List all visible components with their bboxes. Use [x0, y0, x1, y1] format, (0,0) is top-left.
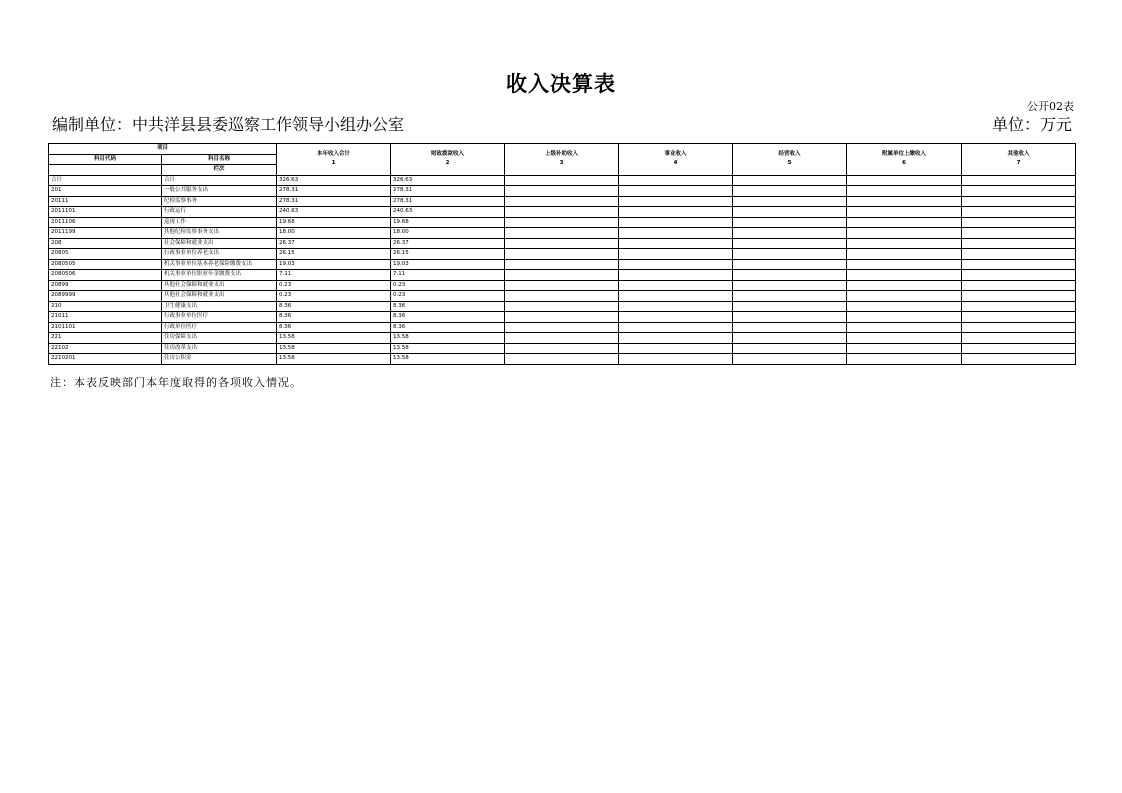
header-idx: 7 — [1016, 160, 1021, 167]
cell-total: 13.58 — [277, 333, 391, 344]
cell-code: 201 — [49, 186, 162, 197]
table-row — [49, 301, 1076, 312]
cell-affiliate — [847, 238, 962, 249]
cell-name: 行政运行 — [162, 207, 277, 218]
cell-operating — [733, 270, 847, 281]
cell-name: 行政事业单位养老支出 — [162, 249, 277, 260]
cell-code: 2080506 — [49, 270, 162, 281]
cell-superior — [505, 175, 619, 186]
cell-superior — [505, 343, 619, 354]
cell-total: 278.31 — [277, 196, 391, 207]
cell-code: 22102 — [49, 343, 162, 354]
cell-business — [619, 333, 733, 344]
header-other-label: 其他收入 — [1007, 151, 1030, 158]
cell-fiscal: 326.63 — [391, 175, 505, 186]
cell-fiscal: 13.58 — [391, 333, 505, 344]
cell-operating — [733, 333, 847, 344]
header-name: 科目名称 — [162, 154, 277, 165]
header-business — [619, 144, 733, 176]
cell-other — [962, 291, 1076, 302]
table-row — [49, 228, 1076, 239]
cell-superior — [505, 333, 619, 344]
header-total — [277, 144, 391, 176]
cell-operating — [733, 280, 847, 291]
cell-business — [619, 280, 733, 291]
cell-fiscal: 240.63 — [391, 207, 505, 218]
cell-total: 19.68 — [277, 217, 391, 228]
cell-superior — [505, 301, 619, 312]
cell-total: 326.63 — [277, 175, 391, 186]
cell-fiscal: 19.68 — [391, 217, 505, 228]
table-row — [49, 333, 1076, 344]
cell-business — [619, 322, 733, 333]
cell-total: 13.58 — [277, 343, 391, 354]
table-row — [49, 186, 1076, 197]
header-idx: 1 — [331, 160, 336, 167]
table-row — [49, 291, 1076, 302]
cell-code: 2080505 — [49, 259, 162, 270]
cell-other — [962, 301, 1076, 312]
income-table — [48, 143, 1076, 365]
cell-fiscal: 13.58 — [391, 354, 505, 365]
cell-code: 210 — [49, 301, 162, 312]
cell-total: 8.36 — [277, 322, 391, 333]
cell-affiliate — [847, 301, 962, 312]
cell-name: 机关事业单位职业年金缴费支出 — [162, 270, 277, 281]
cell-business — [619, 270, 733, 281]
cell-operating — [733, 238, 847, 249]
table-row — [49, 249, 1076, 260]
cell-affiliate — [847, 186, 962, 197]
cell-operating — [733, 354, 847, 365]
cell-total: 278.31 — [277, 186, 391, 197]
cell-affiliate — [847, 207, 962, 218]
cell-superior — [505, 207, 619, 218]
table-row — [49, 196, 1076, 207]
cell-operating — [733, 301, 847, 312]
cell-superior — [505, 249, 619, 260]
cell-affiliate — [847, 354, 962, 365]
cell-name: 卫生健康支出 — [162, 301, 277, 312]
cell-other — [962, 343, 1076, 354]
cell-total: 26.15 — [277, 249, 391, 260]
header-idx: 5 — [787, 160, 792, 167]
cell-operating — [733, 196, 847, 207]
cell-total: 7.11 — [277, 270, 391, 281]
cell-superior — [505, 280, 619, 291]
cell-affiliate — [847, 196, 962, 207]
header-operating-label: 经营收入 — [778, 151, 801, 158]
header-superior-label: 上级补助收入 — [545, 151, 579, 158]
cell-business — [619, 259, 733, 270]
table-row — [49, 259, 1076, 270]
page-title: 收入决算表 — [506, 71, 616, 96]
cell-affiliate — [847, 312, 962, 323]
cell-affiliate — [847, 228, 962, 239]
table-row — [49, 238, 1076, 249]
cell-other — [962, 354, 1076, 365]
cell-affiliate — [847, 291, 962, 302]
cell-fiscal: 278.31 — [391, 186, 505, 197]
cell-code: 221 — [49, 333, 162, 344]
cell-code: 合计 — [49, 175, 162, 186]
header-fiscal-label: 财政拨款收入 — [431, 151, 465, 158]
cell-name: 住房公积金 — [162, 354, 277, 365]
table-row — [49, 343, 1076, 354]
header-superior — [505, 144, 619, 176]
cell-fiscal: 13.58 — [391, 343, 505, 354]
cell-code: 2011101 — [49, 207, 162, 218]
header-affiliate-label: 附属单位上缴收入 — [882, 151, 927, 158]
table-row — [49, 217, 1076, 228]
cell-fiscal: 278.31 — [391, 196, 505, 207]
cell-name: 住房改革支出 — [162, 343, 277, 354]
table-row — [49, 322, 1076, 333]
cell-superior — [505, 322, 619, 333]
cell-total: 8.36 — [277, 312, 391, 323]
cell-name: 纪检监察事务 — [162, 196, 277, 207]
cell-business — [619, 312, 733, 323]
header-project: 项目 — [49, 144, 277, 155]
cell-affiliate — [847, 343, 962, 354]
table-row — [49, 175, 1076, 186]
cell-affiliate — [847, 280, 962, 291]
cell-business — [619, 196, 733, 207]
cell-total: 13.58 — [277, 354, 391, 365]
cell-code: 208 — [49, 238, 162, 249]
header-other — [962, 144, 1076, 176]
cell-name: 巡视工作 — [162, 217, 277, 228]
cell-business — [619, 238, 733, 249]
table-row — [49, 280, 1076, 291]
header-idx: 2 — [445, 160, 450, 167]
cell-fiscal: 19.03 — [391, 259, 505, 270]
cell-operating — [733, 186, 847, 197]
cell-operating — [733, 249, 847, 260]
cell-other — [962, 238, 1076, 249]
cell-fiscal: 26.15 — [391, 249, 505, 260]
cell-fiscal: 8.36 — [391, 322, 505, 333]
cell-code: 2011106 — [49, 217, 162, 228]
cell-affiliate — [847, 217, 962, 228]
form-number: 公开02表 — [1027, 100, 1074, 113]
cell-total: 26.37 — [277, 238, 391, 249]
cell-code: 2089999 — [49, 291, 162, 302]
cell-other — [962, 207, 1076, 218]
cell-operating — [733, 259, 847, 270]
header-idx: 6 — [902, 160, 906, 167]
cell-code: 20805 — [49, 249, 162, 260]
cell-total: 0.23 — [277, 291, 391, 302]
cell-other — [962, 333, 1076, 344]
cell-affiliate — [847, 175, 962, 186]
cell-operating — [733, 312, 847, 323]
cell-business — [619, 249, 733, 260]
header-total-label: 本年收入合计 — [317, 151, 351, 158]
cell-fiscal: 0.23 — [391, 291, 505, 302]
cell-operating — [733, 207, 847, 218]
cell-business — [619, 228, 733, 239]
cell-operating — [733, 291, 847, 302]
cell-fiscal: 26.37 — [391, 238, 505, 249]
cell-business — [619, 354, 733, 365]
cell-code: 2101101 — [49, 322, 162, 333]
header-column-label: 栏次 — [162, 165, 277, 176]
table-row — [49, 270, 1076, 281]
cell-name: 其他社会保障和就业支出 — [162, 280, 277, 291]
cell-other — [962, 249, 1076, 260]
cell-superior — [505, 259, 619, 270]
cell-fiscal: 8.36 — [391, 312, 505, 323]
cell-operating — [733, 175, 847, 186]
cell-business — [619, 175, 733, 186]
cell-other — [962, 280, 1076, 291]
cell-operating — [733, 228, 847, 239]
cell-business — [619, 186, 733, 197]
cell-name: 一般公共服务支出 — [162, 186, 277, 197]
cell-name: 机关事业单位基本养老保险缴费支出 — [162, 259, 277, 270]
header-affiliate — [847, 144, 962, 176]
cell-superior — [505, 238, 619, 249]
cell-operating — [733, 322, 847, 333]
cell-business — [619, 207, 733, 218]
cell-other — [962, 270, 1076, 281]
cell-code: 21011 — [49, 312, 162, 323]
cell-fiscal: 0.23 — [391, 280, 505, 291]
cell-other — [962, 228, 1076, 239]
header-idx: 4 — [673, 160, 678, 167]
cell-name: 行政单位医疗 — [162, 322, 277, 333]
cell-name: 其他社会保障和就业支出 — [162, 291, 277, 302]
cell-code: 2210201 — [49, 354, 162, 365]
cell-affiliate — [847, 270, 962, 281]
header-business-label: 事业收入 — [664, 151, 687, 158]
cell-affiliate — [847, 259, 962, 270]
cell-name: 行政事业单位医疗 — [162, 312, 277, 323]
cell-other — [962, 196, 1076, 207]
cell-other — [962, 186, 1076, 197]
cell-total: 19.03 — [277, 259, 391, 270]
cell-superior — [505, 354, 619, 365]
cell-total: 0.23 — [277, 280, 391, 291]
cell-other — [962, 322, 1076, 333]
unit-label: 单位：万元 — [991, 115, 1072, 134]
cell-business — [619, 343, 733, 354]
cell-superior — [505, 312, 619, 323]
cell-name: 住房保障支出 — [162, 333, 277, 344]
cell-other — [962, 259, 1076, 270]
cell-superior — [505, 186, 619, 197]
cell-affiliate — [847, 322, 962, 333]
header-fiscal — [391, 144, 505, 176]
cell-operating — [733, 343, 847, 354]
table-row — [49, 354, 1076, 365]
header-operating — [733, 144, 847, 176]
cell-business — [619, 217, 733, 228]
cell-business — [619, 291, 733, 302]
cell-total: 8.36 — [277, 301, 391, 312]
cell-superior — [505, 270, 619, 281]
cell-total: 240.63 — [277, 207, 391, 218]
cell-fiscal: 8.36 — [391, 301, 505, 312]
table-row — [49, 207, 1076, 218]
cell-other — [962, 175, 1076, 186]
cell-code: 2011199 — [49, 228, 162, 239]
cell-fiscal: 18.00 — [391, 228, 505, 239]
cell-superior — [505, 291, 619, 302]
cell-affiliate — [847, 249, 962, 260]
cell-code: 20111 — [49, 196, 162, 207]
table-row — [49, 312, 1076, 323]
cell-superior — [505, 217, 619, 228]
header-idx: 3 — [559, 160, 564, 167]
cell-name: 合计 — [162, 175, 277, 186]
footnote: 注：本表反映部门本年度取得的各项收入情况。 — [50, 376, 302, 389]
cell-other — [962, 312, 1076, 323]
cell-name: 其他纪检监察事务支出 — [162, 228, 277, 239]
organization-label: 编制单位：中共洋县县委巡察工作领导小组办公室 — [52, 115, 405, 134]
cell-affiliate — [847, 333, 962, 344]
cell-name: 社会保障和就业支出 — [162, 238, 277, 249]
cell-operating — [733, 217, 847, 228]
header-code: 科目代码 — [49, 154, 162, 165]
cell-code: 20899 — [49, 280, 162, 291]
cell-superior — [505, 196, 619, 207]
cell-fiscal: 7.11 — [391, 270, 505, 281]
cell-total: 18.00 — [277, 228, 391, 239]
cell-other — [962, 217, 1076, 228]
cell-superior — [505, 228, 619, 239]
cell-business — [619, 301, 733, 312]
